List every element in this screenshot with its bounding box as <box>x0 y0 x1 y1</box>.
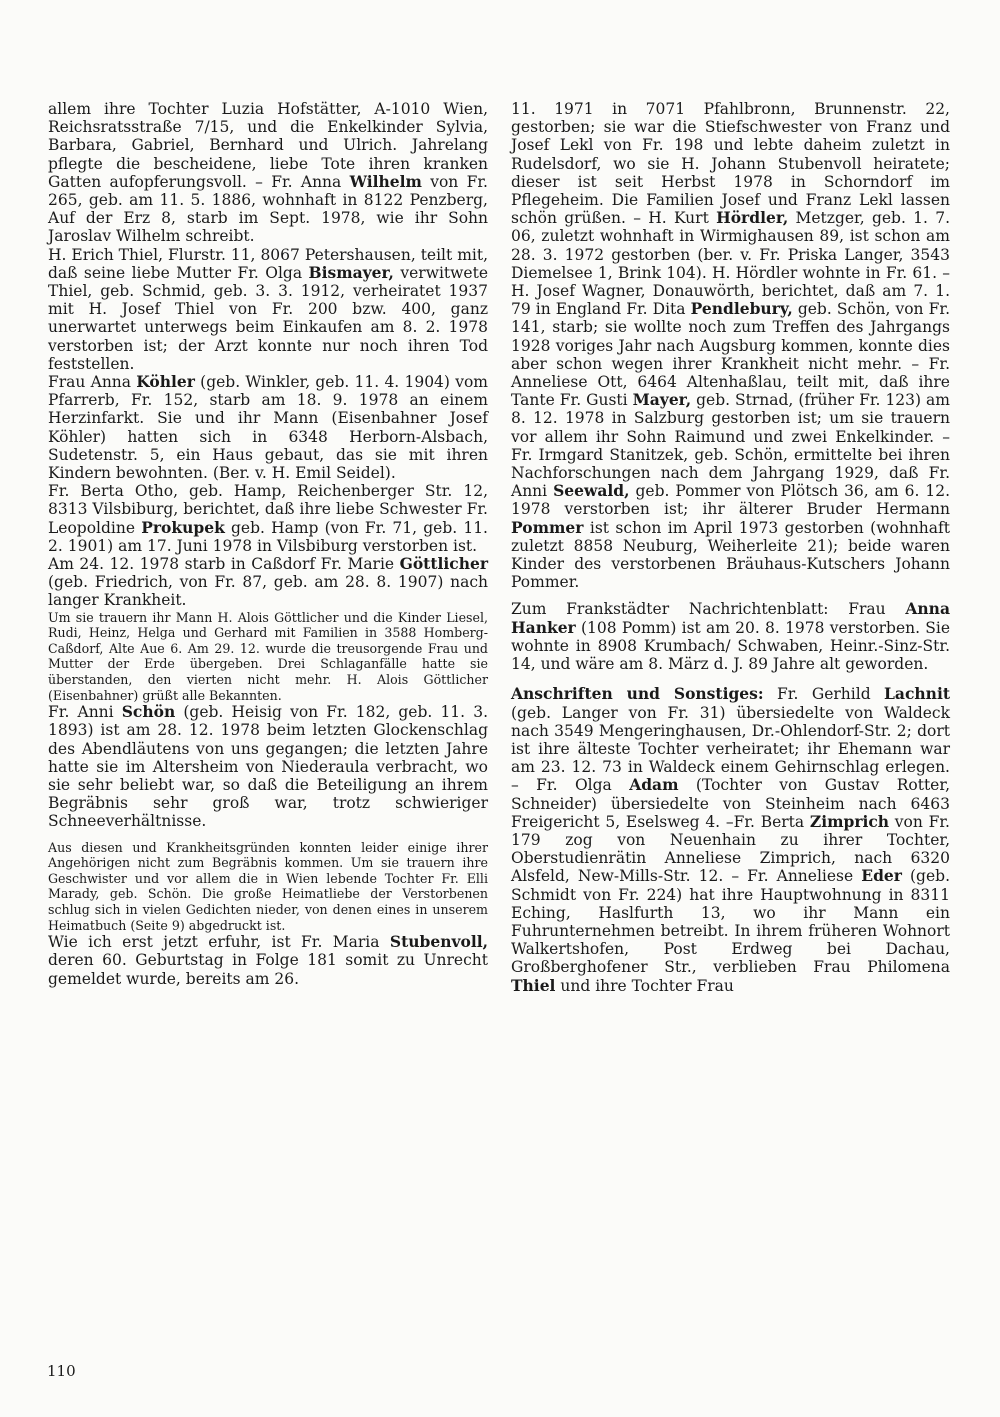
small-paragraph: Aus diesen und Krankheitsgründen konnten leider einige ihrer Angehörigen nicht zum Begräbnis kommen. Um sie trauern ihre Geschwister und vor allem die in Wien lebende Tochter Fr. Elli Marady, geb. Schön. Die große Heimatliebe der Verstorbenen schlug sich in vielen Gedichten nieder, von denen eines in unserem Heimatbuch (Seite 9) abgedruckt ist. <box>48 839 488 933</box>
right-column <box>511 100 950 995</box>
paragraph: Am 24. 12. 1978 starb in Caßdorf Fr. Marie Göttlicher (geb. Friedrich, von Fr. 87, geb. am 28. 8. 1907) nach langer Krankheit. <box>48 554 488 610</box>
small-paragraph: Um sie trauern ihr Mann H. Alois Göttlicher und die Kinder Liesel, Rudi, Heinz, Helga und Gerhard mit Familien in 3588 Homberg-Caßdorf, Alte Aue 6. Am 29. 12. wurde die treusorgende Frau und Mutter der Erde übergeben. Drei Schlaganfälle hatte sie überstanden, den vierten nicht mehr. H. Alois Göttlicher (Eisenbahner) grüßt alle Bekannten. <box>48 609 488 703</box>
paragraph: 11. 1971 in 7071 Pfahlbronn, Brunnenstr. 22, gestorben; sie war die Stiefschwester von Franz und Josef Lekl von Fr. 198 und lebte daheim zuletzt in Rudelsdorf, wo sie H. Johann Stubenvoll heiratete; dieser ist seit Herbst 1978 in Schorndorf im Pflegeheim. Die Familien Josef und Franz Lekl lassen schön grüßen. – H. Kurt Hördler, Metzger, geb. 1. 7. 06, zuletzt wohnhaft in Wirmighausen 89, ist schon am 28. 3. 1972 gestorben (ber. v. Fr. Priska Langer, 3543 Diemelsee 1, Brink 104). H. Hördler wohnte in Fr. 61. – H. Josef Wagner, Donauwörth, berichtet, daß am 7. 1. 79 in England Fr. Dita Pendlebury, geb. Schön, von Fr. 141, starb; sie wollte noch zum Treffen des Jahrgangs 1928 voriges Jahr nach Augsburg kommen, konnte dies aber schon wegen ihrer Krankheit nicht mehr. – Fr. Anneliese Ott, 6464 Altenhaßlau, teilt mit, daß ihre Tante Fr. Gusti Mayer, geb. Strnad, (früher Fr. 123) am 8. 12. 1978 in Salzburg gestorben ist; um sie trauern vor allem ihr Sohn Raimund und zwei Enkelkinder. – Fr. Irmgard Stanitzek, geb. Schön, ermittelte bei ihren Nachforschungen nach dem Jahrgang 1929, daß Fr. Anni Seewald, geb. Pommer von Plötsch 36, am 6. 12. 1978 verstorben ist; ihr älterer Bruder Hermann Pommer ist schon im April 1973 gestorben (wohnhaft zuletzt 8858 Neuburg, Weiherleite 21); beide waren Kinder des verstorbenen Bräuhaus-Kutschers Johann Pommer. <box>511 100 951 592</box>
page-number: 110 <box>47 1362 76 1380</box>
paragraph: Zum Frankstädter Nachrichtenblatt: Frau Anna Hanker (108 Pomm) ist am 20. 8. 1978 verstorben. Sie wohnte in 8908 Krumbach/ Schwaben, Heinr.-Sinz-Str. 14, und wäre am 8. März d. J. 89 Jahre alt geworden. <box>511 599 950 674</box>
paragraph: Wie ich erst jetzt erfuhr, ist Fr. Maria Stubenvoll, deren 60. Geburtstag in Folge 181 somit zu Unrecht gemeldet wurde, bereits am 26. <box>48 932 488 988</box>
paragraph: Anschriften und Sonstiges: Fr. Gerhild Lachnit (geb. Langer von Fr. 31) übersiedelte von Waldeck nach 3549 Mengeringhausen, Dr.-Ohlendorf-Str. 2; dort ist ihre älteste Tochter verheiratet; ihr Ehemann war am 23. 12. 73 in Waldeck einem Gehirnschlag erlegen. – Fr. Olga Adam (Tochter von Gustav Rotter, Schneider) übersiedelte von Steinheim nach 6463 Freigericht 5, Eselsweg 4. –Fr. Berta Zimprich von Fr. 179 zog von Neuenhain zu ihrer Tochter, Oberstudienrätin Anneliese Zimprich, nach 6320 Alsfeld, New-Mills-Str. 12. – Fr. Anneliese Eder (geb. Schmidt von Fr. 224) hat ihre Hauptwohnung in 8311 Eching, Haslfurth 13, wo ihr Mann ein Fuhrunternehmen betreibt. In ihrem früheren Wohnort Walkertshofen, Post Erdweg bei Dachau, Großberghofener Str., verblieben Frau Philomena Thiel und ihre Tochter Frau <box>511 684 951 995</box>
paragraph: Fr. Berta Otho, geb. Hamp, Reichenberger Str. 12, 8313 Vilsbiburg, berichtet, daß ihre liebe Schwester Fr. Leopoldine Prokupek geb. Hamp (von Fr. 71, geb. 11. 2. 1901) am 17. Juni 1978 in Vilsbiburg verstorben ist. <box>48 482 488 555</box>
paragraph: Fr. Anni Schön (geb. Heisig von Fr. 182, geb. 11. 3. 1893) ist am 28. 12. 1978 beim letzten Glockenschlag des Abendläutens von uns gegangen; die letzten Jahre hatte sie im Altersheim von Niederaula verbracht, wo sie sehr beliebt war, so daß die Beteiligung an ihrem Begräbnis sehr groß war, trotz schwieriger Schneeverhältnisse. <box>48 702 488 831</box>
paragraph: allem ihre Tochter Luzia Hofstätter, A-1010 Wien, Reichsratsstraße 7/15, und die Enkelkinder Sylvia, Barbara, Gabriel, Bernhard und Ulrich. Jahrelang pflegte die bescheidene, liebe Tote ihren kranken Gatten aufopferungsvoll. – Fr. Anna Wilhelm von Fr. 265, geb. am 11. 5. 1886, wohnhaft in 8122 Penzberg, Auf der Erz 8, starb im Sept. 1978, wie ihr Sohn Jaroslav Wilhelm schreibt. <box>48 100 488 246</box>
paragraph: H. Erich Thiel, Flurstr. 11, 8067 Petershausen, teilt mit, daß seine liebe Mutter Fr. Olga Bismayer, verwitwete Thiel, geb. Schmid, geb. 3. 3. 1912, verheiratet 1937 mit H. Josef Thiel von Fr. 200 bzw. 400, ganz unerwartet unterwegs beim Einkaufen am 8. 2. 1978 verstorben ist; der Arzt konnte nur noch ihren Tod feststellen. <box>48 245 488 373</box>
left-column <box>48 100 488 988</box>
paragraph: Frau Anna Köhler (geb. Winkler, geb. 11. 4. 1904) vom Pfarrerb, Fr. 152, starb am 18. 9. 1978 an einem Herzinfarkt. Sie und ihr Mann (Eisenbahner Josef Köhler) hatten sich in 6348 Herborn-Alsbach, Sudetenstr. 5, ein Haus gebaut, das sie mit ihren Kindern bewohnten. (Ber. v. H. Emil Seidel). <box>48 372 488 483</box>
